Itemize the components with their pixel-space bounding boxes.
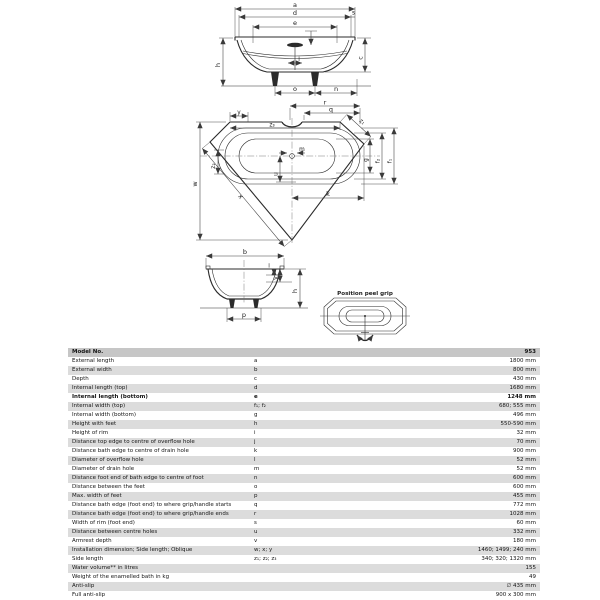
spec-value: 1680 mm: [509, 385, 536, 391]
spec-symbol: m: [254, 466, 260, 472]
dim-label-f2: f₂: [375, 158, 382, 164]
spec-value: 953: [524, 349, 536, 355]
spec-symbol: s: [254, 520, 257, 526]
spec-label: Internal width (top): [72, 403, 126, 409]
spec-value: 52 mm: [516, 457, 536, 463]
spec-label: Height of rim: [72, 430, 109, 436]
spec-value: 1248 mm: [507, 394, 536, 400]
dim-label-w: w: [191, 181, 199, 187]
spec-label: Model No.: [72, 349, 104, 355]
spec-symbol: k: [254, 448, 258, 454]
dim-label-z2: z₂: [211, 163, 217, 169]
spec-symbol: c: [254, 376, 258, 382]
spec-row: [68, 582, 540, 591]
spec-label: Max. width of feet: [72, 493, 122, 499]
dim-label-g: g: [363, 158, 370, 162]
spec-label: Depth: [72, 376, 89, 382]
spec-value: 680; 555 mm: [498, 403, 536, 409]
spec-value: 1460; 1499; 240 mm: [477, 547, 536, 553]
front-elevation-drawing: [214, 1, 371, 96]
dim-label-r: r: [323, 98, 327, 107]
spec-label: External width: [72, 367, 112, 373]
spec-label: Anti-slip: [72, 583, 95, 589]
dim-label-v: v: [273, 276, 280, 280]
spec-label: Distance foot end of bath edge to centre of foot: [72, 475, 204, 481]
spec-value: 430 mm: [513, 376, 536, 382]
plan-view-drawing: [191, 99, 398, 247]
foot-right: [311, 72, 319, 86]
spec-label: Internal width (bottom): [72, 412, 137, 418]
dim-label-e: e: [293, 19, 297, 27]
dim-label-a: a: [293, 1, 297, 9]
spec-row: [68, 375, 540, 384]
dim-label-b: b: [242, 248, 248, 256]
spec-label: Diameter of drain hole: [72, 466, 135, 472]
spec-symbol: j: [254, 439, 256, 445]
spec-row: [68, 591, 540, 600]
spec-value: 600 mm: [513, 484, 536, 490]
spec-value: 1028 mm: [509, 511, 536, 517]
spec-label: Distance bath edge (foot end) to where grip/handle ends: [72, 511, 229, 517]
spec-symbol: q: [254, 502, 258, 508]
spec-symbol: z₁; z₂; z₃: [254, 556, 277, 562]
spec-value: 550-590 mm: [500, 421, 536, 427]
section-foot-right: [253, 299, 259, 308]
spec-label: Distance top edge to centre of overflow hole: [72, 439, 195, 445]
dim-label-x: x: [236, 192, 245, 201]
dim-label-k: k: [326, 190, 330, 198]
dim-label-f1: f₁: [387, 158, 394, 164]
spec-label: Weight of the enamelled bath in kg: [72, 574, 170, 580]
spec-row: [68, 510, 540, 519]
spec-label: Armrest depth: [72, 538, 112, 544]
dim-label-h: h: [214, 62, 222, 68]
dim-label-q: q: [328, 105, 334, 114]
spec-value: 60 mm: [516, 520, 536, 526]
spec-row: [68, 465, 540, 474]
dim-label-y: y: [237, 110, 241, 116]
section-foot-left: [229, 299, 235, 308]
spec-row: [68, 420, 540, 429]
spec-row: [68, 564, 540, 573]
spec-symbol: a: [254, 358, 258, 364]
spec-label: Distance between the feet: [72, 484, 145, 490]
spec-row: [68, 429, 540, 438]
peel-grip-caption: Position peel grip: [337, 291, 393, 297]
spec-label: Diameter of overflow hole: [72, 457, 144, 463]
spec-value: 496 mm: [513, 412, 536, 418]
dim-label-s: s: [351, 10, 356, 17]
spec-label: Installation dimension; Side length; Oblique: [72, 547, 193, 553]
dim-label-u: u: [273, 172, 280, 176]
spec-value: 155: [525, 565, 536, 571]
spec-symbol: o: [254, 484, 258, 490]
bathtub-section-outline: [206, 263, 284, 299]
dim-label-l: l: [298, 57, 300, 63]
spec-row: [68, 537, 540, 546]
spec-symbol: v: [254, 538, 258, 544]
spec-value: 332 mm: [513, 529, 536, 535]
spec-row: [68, 546, 540, 555]
dim-label-p: p: [241, 311, 247, 319]
spec-symbol: h: [254, 421, 258, 427]
spec-row: [68, 402, 540, 411]
spec-label: Side length: [72, 556, 104, 562]
spec-label: Distance between centre holes: [72, 529, 158, 535]
peel-grip-drawing: [320, 291, 410, 341]
spec-value: 49: [529, 574, 536, 580]
spec-symbol: d: [254, 385, 258, 391]
specification-table: [68, 348, 540, 600]
spec-row: [68, 483, 540, 492]
spec-value: 455 mm: [513, 493, 536, 499]
dim-label-z3: z₃: [269, 122, 275, 129]
spec-symbol: f₁; f₂: [254, 403, 266, 409]
foot-left: [271, 72, 279, 86]
spec-value: 900 mm: [513, 448, 536, 454]
spec-symbol: p: [254, 493, 258, 499]
spec-value: 900 x 300 mm: [495, 592, 536, 598]
spec-row: [68, 528, 540, 537]
spec-value: 1800 mm: [509, 358, 536, 364]
spec-row: [68, 573, 540, 582]
spec-symbol: g: [254, 412, 258, 418]
spec-label: Height with feet: [72, 421, 117, 427]
grip-center-mark: [364, 315, 366, 317]
spec-symbol: n: [254, 475, 258, 481]
spec-label: Distance bath edge (foot end) to where grip/handle starts: [72, 502, 232, 508]
spec-value: 800 mm: [513, 367, 536, 373]
spec-label: Width of rim (foot end): [72, 520, 135, 526]
dim-label-n: n: [333, 85, 339, 93]
dim-label-o: o: [293, 85, 297, 93]
spec-symbol: w; x; y: [254, 547, 273, 553]
spec-label: Water volume** in litres: [72, 565, 138, 571]
spec-value: ∅ 435 mm: [506, 583, 536, 589]
spec-label: External length: [72, 358, 115, 364]
spec-row: [68, 447, 540, 456]
spec-label: Distance bath edge to centre of drain hole: [72, 448, 189, 454]
dim-label-z1: z₁: [357, 118, 366, 127]
spec-symbol: r: [254, 511, 257, 517]
spec-row: [68, 411, 540, 420]
spec-symbol: b: [254, 367, 258, 373]
spec-symbol: e: [254, 394, 258, 400]
spec-row: [68, 519, 540, 528]
overflow-fitting: [287, 43, 303, 47]
spec-row: [68, 474, 540, 483]
spec-label: Full anti-slip: [72, 592, 106, 598]
table-header-row: [68, 348, 540, 357]
spec-label: Internal length (top): [72, 385, 128, 391]
spec-row: [68, 438, 540, 447]
spec-row: [68, 384, 540, 393]
spec-row: [68, 501, 540, 510]
spec-value: 180 mm: [513, 538, 536, 544]
dim-label-d: d: [292, 9, 298, 17]
spec-row: [68, 555, 540, 564]
spec-symbol: i: [254, 430, 256, 436]
spec-value: 70 mm: [516, 439, 536, 445]
spec-label: Internal length (bottom): [72, 394, 148, 400]
cross-section-drawing: [200, 248, 308, 322]
dim-label-c: c: [356, 56, 365, 60]
spec-value: 340; 320; 1320 mm: [481, 556, 536, 562]
spec-value: 600 mm: [513, 475, 536, 481]
dim-label-m: m: [299, 147, 305, 153]
spec-value: 772 mm: [513, 502, 536, 508]
spec-value: 52 mm: [516, 466, 536, 472]
spec-row: [68, 492, 540, 501]
spec-symbol: l: [254, 457, 256, 463]
dim-label-i: i: [268, 263, 270, 270]
spec-row: [68, 456, 540, 465]
spec-symbol: u: [254, 529, 258, 535]
dim-label-h2: h: [291, 288, 299, 294]
spec-row: [68, 357, 540, 366]
spec-row: [68, 393, 540, 402]
spec-value: 32 mm: [516, 430, 536, 436]
spec-row: [68, 366, 540, 375]
